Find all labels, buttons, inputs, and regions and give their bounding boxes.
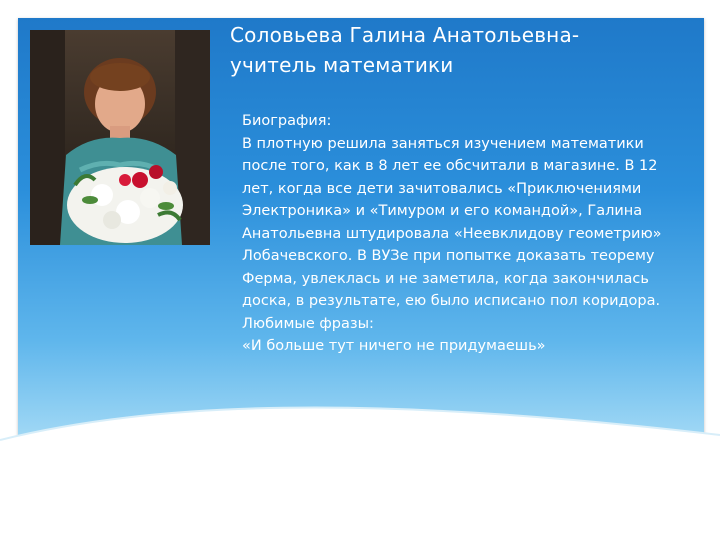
biography-text bbox=[242, 110, 662, 358]
wave-decoration bbox=[0, 395, 720, 540]
favorite-phrase: «И больше тут ничего не придумаешь» bbox=[242, 338, 546, 354]
favorite-phrases-heading: Любимые фразы: bbox=[242, 315, 374, 332]
slide-title: Соловьева Галина Анатольевна- учитель математики bbox=[230, 23, 580, 77]
biography-heading: Биография: bbox=[242, 113, 332, 129]
teacher-photo bbox=[30, 30, 210, 245]
biography-paragraph: В плотную решила заняться изучением математики после того, как в 8 лет ее обсчитали в магазине. В 12 лет, когда все дети зачитовались «Приключениями Электроника» и «Тимуром и его командой», Галина Анатольевна штудировала «Неевклидову геометрию» Лобачевского. В ВУЗе при попытке доказать теорему Ферма, увлеклась и не заметила, когда закончилась доска, в результате, ею было исписано пол коридора. bbox=[242, 135, 662, 309]
